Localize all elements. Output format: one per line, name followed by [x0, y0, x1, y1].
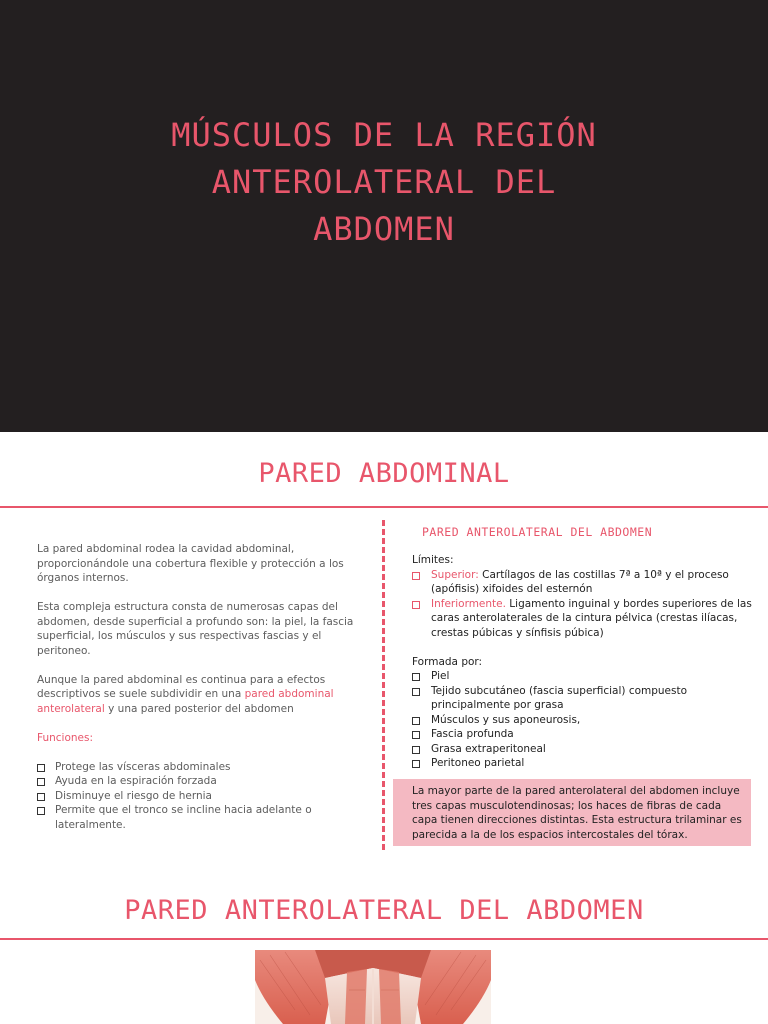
list-item: [37, 760, 373, 775]
slide-title-line-1: MÚSCULOS DE LA REGIÓN: [171, 116, 597, 154]
list-item: [37, 789, 373, 804]
list-item-text: Fascia profunda: [431, 728, 514, 740]
list-item: [412, 669, 757, 684]
slide-title-line-3: ABDOMEN: [313, 210, 455, 248]
formada-label: Formada por:: [412, 655, 483, 668]
paragraph-subdivision: [37, 673, 373, 717]
list-item-text: Permite que el tronco se incline hacia adelante o lateralmente.: [55, 804, 312, 831]
list-item-text: Protege las vísceras abdominales: [55, 760, 231, 773]
checkbox-icon: [412, 688, 420, 696]
column-divider: [382, 520, 385, 850]
checkbox-icon: [412, 731, 420, 739]
slide-title: [60, 112, 708, 253]
abdominal-muscles-drawing: [255, 950, 491, 1024]
list-item: [412, 756, 757, 771]
list-item-text: Tejido subcutáneo (fascia superficial) compuesto principalmente por grasa: [431, 684, 688, 711]
checkbox-icon: [37, 764, 45, 772]
limites-list: [412, 568, 757, 641]
subdivision-highlight: pared abdominal anterolateral: [37, 688, 334, 715]
formada-list: [412, 669, 757, 771]
checkbox-icon: [412, 601, 420, 609]
checkbox-icon: [412, 760, 420, 768]
checkbox-icon: [412, 572, 420, 580]
checkbox-icon: [412, 717, 420, 725]
list-item: [412, 568, 757, 597]
title-slide: [0, 0, 768, 432]
list-item: [37, 803, 373, 832]
checkbox-icon: [412, 746, 420, 754]
subdivision-text-start: Aunque la pared abdominal es continua para a efectos descriptivos se suele subdividir en una: [37, 673, 326, 700]
limite-label: Superior:: [431, 568, 479, 581]
checkbox-icon: [37, 807, 45, 815]
checkbox-icon: [37, 793, 45, 801]
slide-title-line-2: ANTEROLATERAL DEL: [211, 163, 557, 201]
list-item-text: Ayuda en la espiración forzada: [55, 775, 217, 787]
section-title-pared-abdominal: PARED ABDOMINAL: [258, 458, 510, 489]
list-item-text: Disminuye el riesgo de hernia: [55, 789, 212, 802]
right-column: [412, 553, 757, 771]
limite-text: Cartílagos de las costillas 7ª a 10ª y el proceso (apófisis) xifoides del esternón: [431, 568, 729, 595]
section-title-pared-anterolateral: PARED ANTEROLATERAL DEL ABDOMEN: [124, 895, 644, 926]
list-item-text: Peritoneo parietal: [431, 757, 525, 769]
subsection-title: PARED ANTEROLATERAL DEL ABDOMEN: [422, 525, 653, 539]
list-item: [412, 597, 757, 641]
funciones-list: [37, 760, 373, 833]
left-column: [37, 542, 373, 832]
checkbox-icon: [412, 673, 420, 681]
funciones-label: Funciones:: [37, 731, 94, 744]
subdivision-text-end: y una pared posterior del abdomen: [104, 702, 294, 715]
limites-label: Límites:: [412, 554, 454, 566]
limite-label: Inferiormente.: [431, 597, 506, 610]
list-item: [412, 713, 757, 728]
paragraph-intro: La pared abdominal rodea la cavidad abdominal, proporcionándole una cobertura flexible y protección a los órganos internos.: [37, 543, 344, 584]
section-divider: [0, 938, 768, 940]
list-item-text: Músculos y sus aponeurosis,: [431, 713, 581, 726]
list-item-text: Piel: [431, 670, 450, 682]
abdominal-muscles-illustration: [255, 950, 491, 1024]
list-item: [412, 742, 757, 757]
list-item: [37, 774, 373, 789]
list-item-text: Grasa extraperitoneal: [431, 742, 546, 755]
list-item: [412, 727, 757, 742]
list-item: [412, 684, 757, 713]
limite-text: Ligamento inguinal y bordes superiores de las caras anterolaterales de la cintura pélvica (crestas ilíacas, crestas púbicas y sínfisis púbica): [431, 597, 752, 639]
paragraph-structure: Esta compleja estructura consta de numerosas capas del abdomen, desde superficial a profundo son: la piel, la fascia superficial, los músculos y sus respectivas fascias y el peritoneo.: [37, 601, 354, 657]
highlight-box: La mayor parte de la pared anterolateral del abdomen incluye tres capas musculotendinosas; los haces de fibras de cada capa tienen direcciones distintas. Esta estructura trilaminar es parecida a la de los espacios intercostales del tórax.: [393, 779, 751, 846]
checkbox-icon: [37, 778, 45, 786]
section-divider: [0, 506, 768, 508]
